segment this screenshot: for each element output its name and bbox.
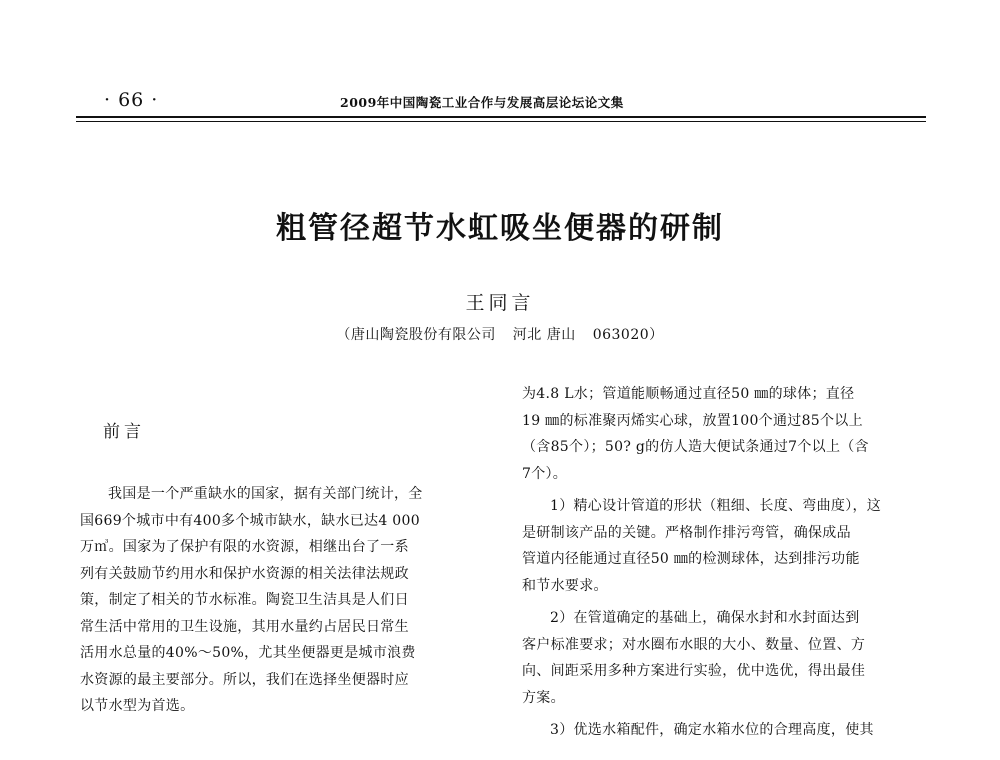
body-line: 7个）。 [522, 465, 568, 482]
body-line: 19 ㎜的标准聚丙烯实心球，放置100个通过85个以上 [522, 412, 863, 429]
body-line: 列有关鼓励节约用水和保护水资源的相关法律法规政 [80, 565, 409, 582]
body-line: 以节水型为首选。 [80, 698, 195, 714]
body-line: 管道内径能通过直径50 ㎜的检测球体，达到排污功能 [522, 551, 860, 567]
body-line: 1）精心设计管道的形状（粗细、长度、弯曲度），这 [550, 498, 882, 514]
page-number: · 66 · [104, 89, 159, 111]
author-affiliation [0, 324, 1000, 344]
body-line: 常生活中常用的卫生设施，其用水量约占居民日常生 [80, 618, 409, 635]
body-line: 是研制该产品的关键。严格制作排污弯管，确保成品 [522, 524, 851, 541]
body-line: 方案。 [522, 689, 565, 706]
body-line: 3）优选水箱配件，确定水箱水位的合理高度，使其 [550, 722, 874, 738]
body-line: 策，制定了相关的节水标准。陶瓷卫生洁具是人们日 [80, 592, 409, 608]
running-header-journal-title: 2009年中国陶瓷工业合作与发展高层论坛论文集 [340, 95, 624, 110]
affiliation-postcode: 063020） [592, 327, 664, 343]
body-line: 为4.8 L水；管道能顺畅通过直径50 ㎜的球体；直径 [522, 386, 855, 402]
body-line: 国669个城市中有400多个城市缺水，缺水已达4 000 [80, 512, 420, 529]
body-line: 万㎥。国家为了保护有限的水资源，相继出台了一系 [80, 539, 409, 555]
header-rule-thin [76, 121, 926, 122]
affiliation-org: （唐山陶瓷股份有限公司 [336, 327, 496, 343]
body-line: （含85个）；50? g的仿人造大便试条通过7个以上（含 [522, 439, 869, 455]
body-line: 客户标准要求；对水圈布水眼的大小、数量、位置、方 [522, 636, 866, 653]
body-line: 水资源的最主要部分。所以，我们在选择坐便器时应 [80, 671, 409, 688]
body-line: 2）在管道确定的基础上，确保水封和水封面达到 [550, 610, 860, 626]
author-name: 王同言 [465, 292, 535, 314]
right-column-body [522, 381, 930, 744]
affiliation-location: 河北 唐山 [512, 327, 576, 343]
header-rule-thick [76, 116, 926, 118]
body-line: 我国是一个严重缺水的国家，据有关部门统计，全 [108, 486, 423, 502]
article-title: 粗管径超节水虹吸坐便器的研制 [276, 211, 724, 246]
left-column-body [80, 481, 490, 720]
body-line: 向、间距采用多种方案进行实验，优中选优，得出最佳 [522, 663, 866, 679]
body-line: 和节水要求。 [522, 577, 608, 594]
section-heading-preface: 前言 [103, 422, 145, 442]
body-line: 活用水总量的40%～50%，尤其坐便器更是城市浪费 [80, 645, 416, 661]
